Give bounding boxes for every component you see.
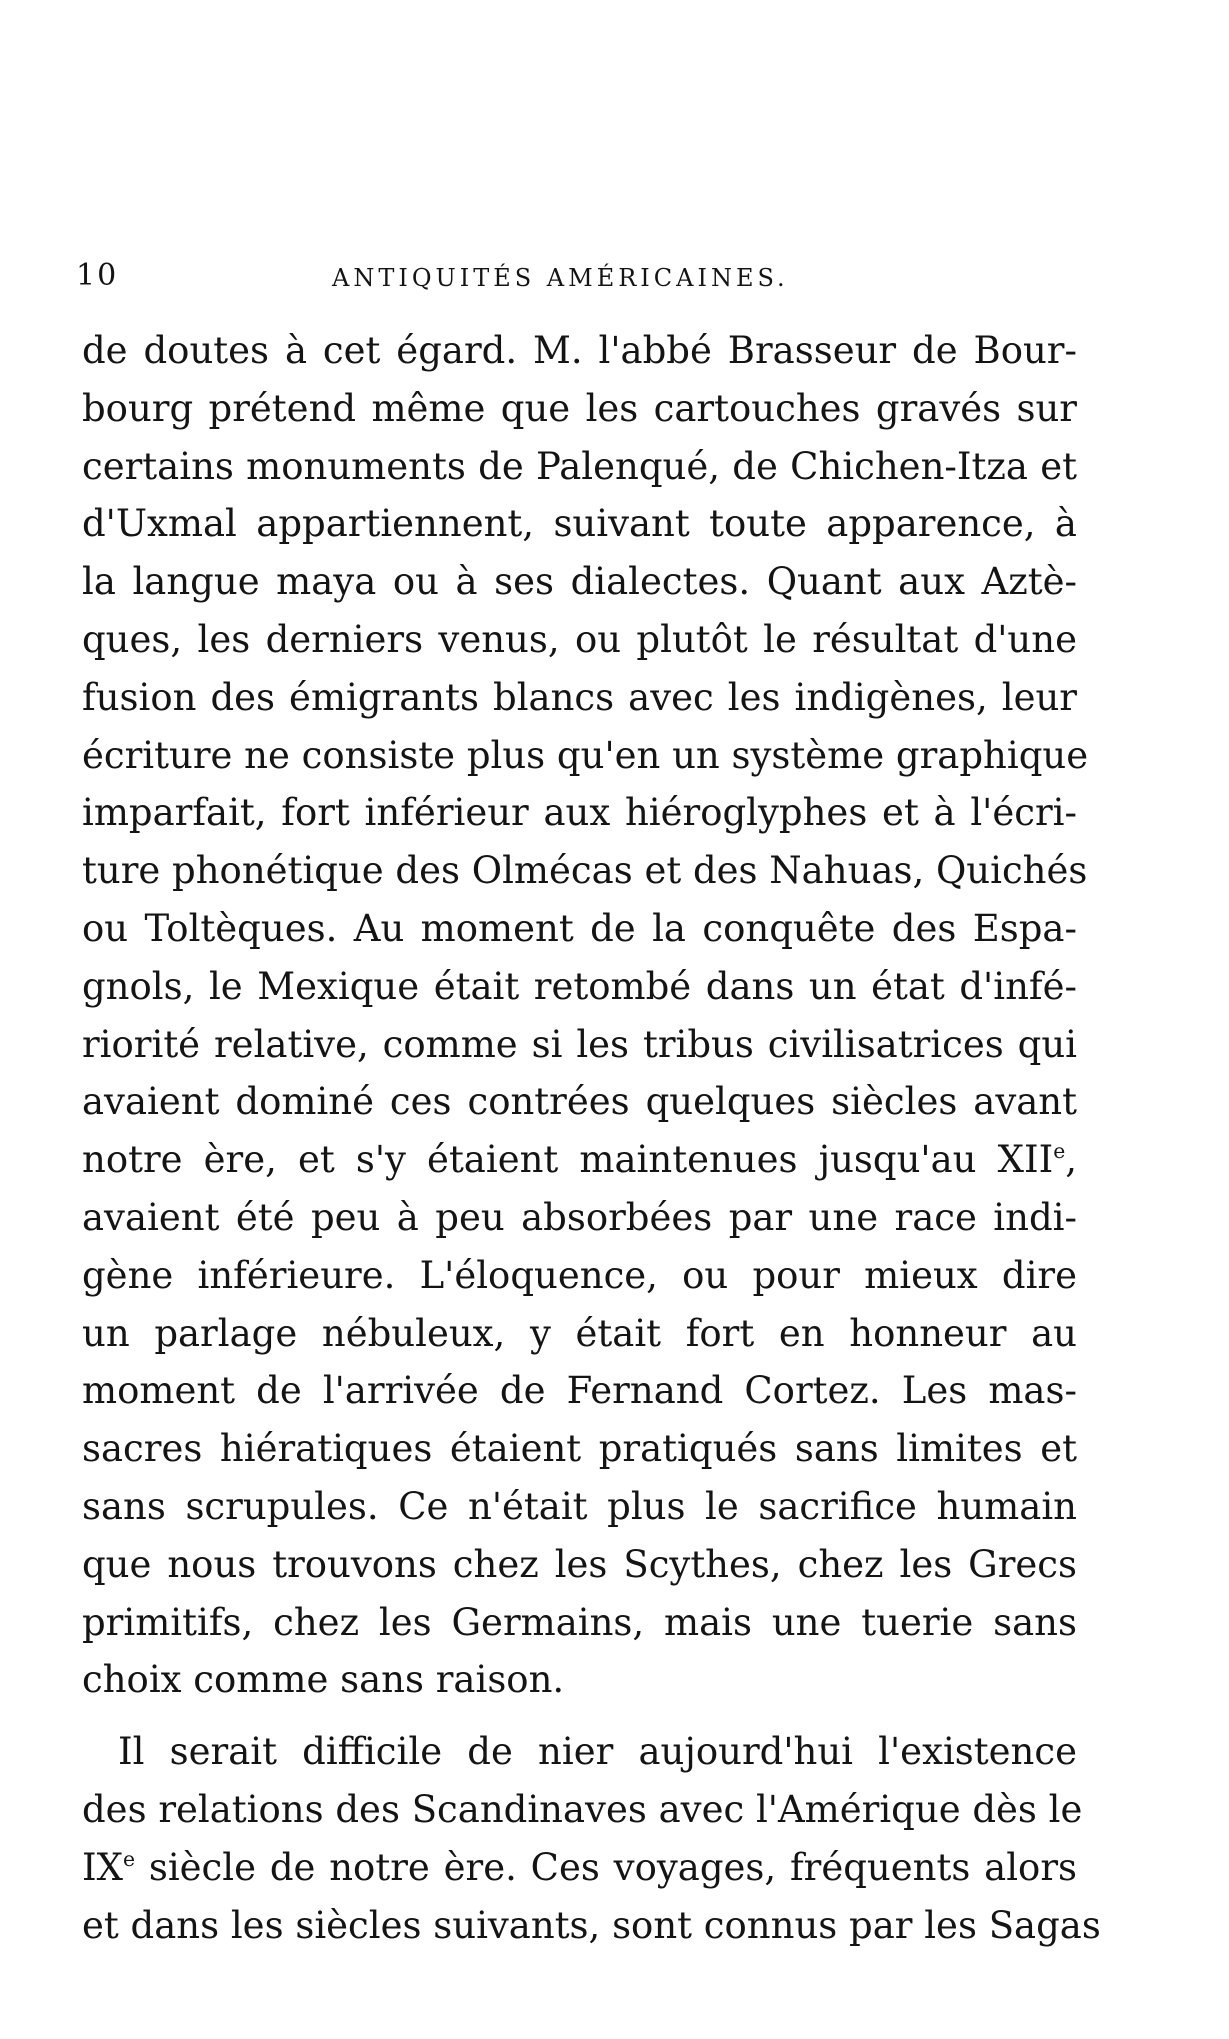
- text-line: écriture ne consiste plus qu'en un système graphique: [82, 733, 1089, 777]
- text-line: primitifs, chez les Germains, mais une tuerie sans: [82, 1600, 1077, 1644]
- text-line: et dans les siècles suivants, sont connus par les Sagas: [82, 1903, 1101, 1947]
- text-line: riorité relative, comme si les tribus civilisatrices qui: [82, 1022, 1077, 1066]
- body-text: [82, 322, 1101, 1954]
- text-line: fusion des émigrants blancs avec les indigènes, leur: [82, 675, 1077, 719]
- paragraph-2: [82, 1723, 1101, 1954]
- text-line: que nous trouvons chez les Scythes, chez les Grecs: [82, 1542, 1077, 1586]
- century-suffix: e: [1053, 1138, 1066, 1163]
- text-line: moment de l'arrivée de Fernand Cortez. Les mas-: [82, 1369, 1077, 1413]
- text-line-with-century: [82, 1839, 1077, 1897]
- text-line: ture phonétique des Olmécas et des Nahuas, Quichés: [82, 849, 1088, 893]
- text-line: gène inférieure. L'éloquence, ou pour mieux dire: [82, 1253, 1077, 1297]
- text-line: la langue maya ou à ses dialectes. Quant aux Aztè-: [82, 560, 1077, 604]
- text-line: bourg prétend même que les cartouches gravés sur: [82, 386, 1077, 430]
- text-line: de doutes à cet égard. M. l'abbé Brasseur de Bour-: [82, 329, 1077, 372]
- text-line: Il serait difficile de nier aujourd'hui l'existence: [118, 1730, 1077, 1774]
- text-line: avaient été peu à peu absorbées par une race indi-: [82, 1195, 1077, 1239]
- text-line: ques, les derniers venus, ou plutôt le résultat d'une: [82, 617, 1077, 661]
- paragraph-1: [82, 322, 1089, 1709]
- century-numeral: IX: [82, 1845, 123, 1889]
- text-line: sacres hiératiques étaient pratiqués sans limites et: [82, 1427, 1077, 1471]
- text-line: imparfait, fort inférieur aux hiéroglyphes et à l'écri-: [82, 791, 1077, 835]
- text-line: des relations des Scandinaves avec l'Amérique dès le: [82, 1787, 1083, 1831]
- text-line: un parlage nébuleux, y était fort en honneur au: [82, 1311, 1077, 1355]
- text-line: avaient dominé ces contrées quelques siècles avant: [82, 1080, 1077, 1124]
- text-line-part: siècle de notre ère. Ces voyages, fréquents alors: [148, 1845, 1078, 1889]
- page-number: 10: [76, 258, 119, 293]
- text-line: choix comme sans raison.: [82, 1658, 565, 1702]
- text-line: certains monuments de Palenqué, de Chichen-Itza et: [82, 444, 1077, 488]
- century-numeral: XII: [997, 1138, 1054, 1182]
- century-suffix: e: [122, 1846, 136, 1871]
- century-trail: ,: [1065, 1138, 1077, 1182]
- page-header: [76, 258, 1076, 298]
- text-line: ou Toltèques. Au moment de la conquête des Espa-: [82, 906, 1077, 950]
- text-line-with-century: [82, 1131, 1077, 1189]
- running-head: ANTIQUITÉS AMÉRICAINES.: [332, 264, 789, 292]
- text-line-part: notre ère, et s'y étaient maintenues jusqu'au: [82, 1138, 977, 1182]
- text-line: gnols, le Mexique était retombé dans un état d'infé-: [82, 964, 1077, 1008]
- text-line: d'Uxmal appartiennent, suivant toute apparence, à: [82, 502, 1077, 546]
- text-line: sans scrupules. Ce n'était plus le sacrifice humain: [82, 1484, 1077, 1528]
